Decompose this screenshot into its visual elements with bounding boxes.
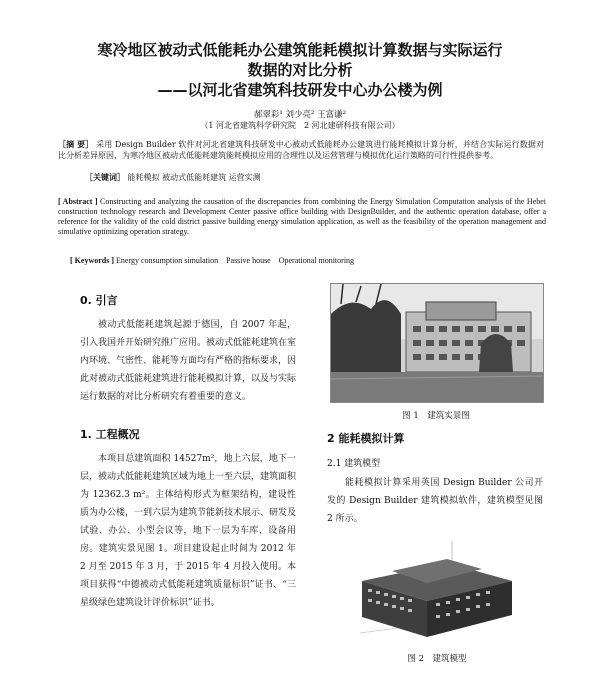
keywords-en [70, 255, 540, 266]
abstract-cn-text: 采用 Design Builder 软件对河北省建筑科技研发中心被动式低能耗办公建筑进行能耗模拟计算分析，并结合实际运行数据对比分析差异原因，为寒冷地区被动式低能耗建筑能耗模拟应用的合理性以及运营管理与模拟优化运行策略的可行性提供参考。 [58, 140, 544, 160]
keywords-cn-text: 能耗模拟 被动式低能耗建筑 运营实测 [127, 173, 261, 182]
figure-1-caption: 图 1 建筑实景图 [402, 411, 470, 421]
building-model-figure [352, 541, 522, 645]
title-line-2: 数据的对比分析 [247, 61, 353, 79]
affiliation: （1 河北省建筑科学研究院 2 河北建研科技有限公司） [200, 121, 400, 130]
keywords-cn-label: ［关键词］ [85, 172, 125, 182]
abstract-cn-label: ［摘 要］ [58, 139, 94, 149]
authors: 郝翠彩¹ 刘少亮² 王富谦² [253, 110, 347, 120]
figure-2-caption: 图 2 建筑模型 [407, 654, 467, 664]
section-1-heading: 1. 工程概况 [80, 428, 140, 441]
abstract-en [58, 197, 546, 237]
keywords-en-text: Energy consumption simulation Passive house Operational monitoring [116, 256, 355, 265]
abstract-en-label: [ Abstract ] [58, 197, 98, 206]
title-line-3: ——以河北省建筑科技研发中心办公楼为例 [157, 81, 443, 99]
keywords-cn [85, 172, 545, 183]
section-2-heading: 2 能耗模拟计算 [327, 432, 405, 445]
section-0-heading: 0. 引言 [80, 294, 118, 307]
abstract-cn [58, 139, 544, 161]
title-line-1: 寒冷地区被动式低能耗办公建筑能耗模拟计算数据与实际运行 [97, 41, 503, 59]
section-1-text: 本项目总建筑面积 14527m²，地上六层，地下一层，被动式低能耗建筑区域为地上一至六层，建筑面积为 12362.3 m²。主体结构形式为框架结构，建设性质为办公楼，一到六层为建筑节能新技术展示、研发及试验、办公、小型会议等，地下一层为车库、设备用房。建筑实景见图 1。项目建设起止时间为 2012 年 2 月至 2015 年 3 月，于 2015 年 4 月投入使用。本项目获得“中德被动式低能耗建筑质量标识”证书、“三星级绿色建筑设计评价标识”证书。 [80, 454, 297, 608]
section-2-1-heading: 2.1 建筑模型 [327, 459, 381, 469]
section-2-text: 能耗模拟计算采用英国 Design Builder 公司开发的 Design Builder 建筑模拟软件，建筑模型见图 2 所示。 [327, 478, 543, 524]
abstract-en-text: Constructing and analyzing the causation of the discrepancies from combining the Energy Simulation Computation analysis of the Hebei construction technology research and Development Center passive office building with DesignBuilder, and the authentic operation database, offer a reference for the validity of the cold district passive building energy simulation application, as well as the feasibility of the operation management and simulative optimizing operation strategy. [58, 197, 547, 236]
keywords-en-label: [ Keywords ] [70, 256, 114, 265]
building-photo [330, 283, 544, 403]
section-0-text: 被动式低能耗建筑起源于德国，自 2007 年起，引入我国并开始研究推广应用。被动式低能耗建筑在室内环境、气密性、能耗等方面均有严格的指标要求，因此对被动式低能耗建筑进行能耗模拟计算，以及与实际运行数据的对比分析研究有着重要的意义。 [80, 320, 297, 402]
